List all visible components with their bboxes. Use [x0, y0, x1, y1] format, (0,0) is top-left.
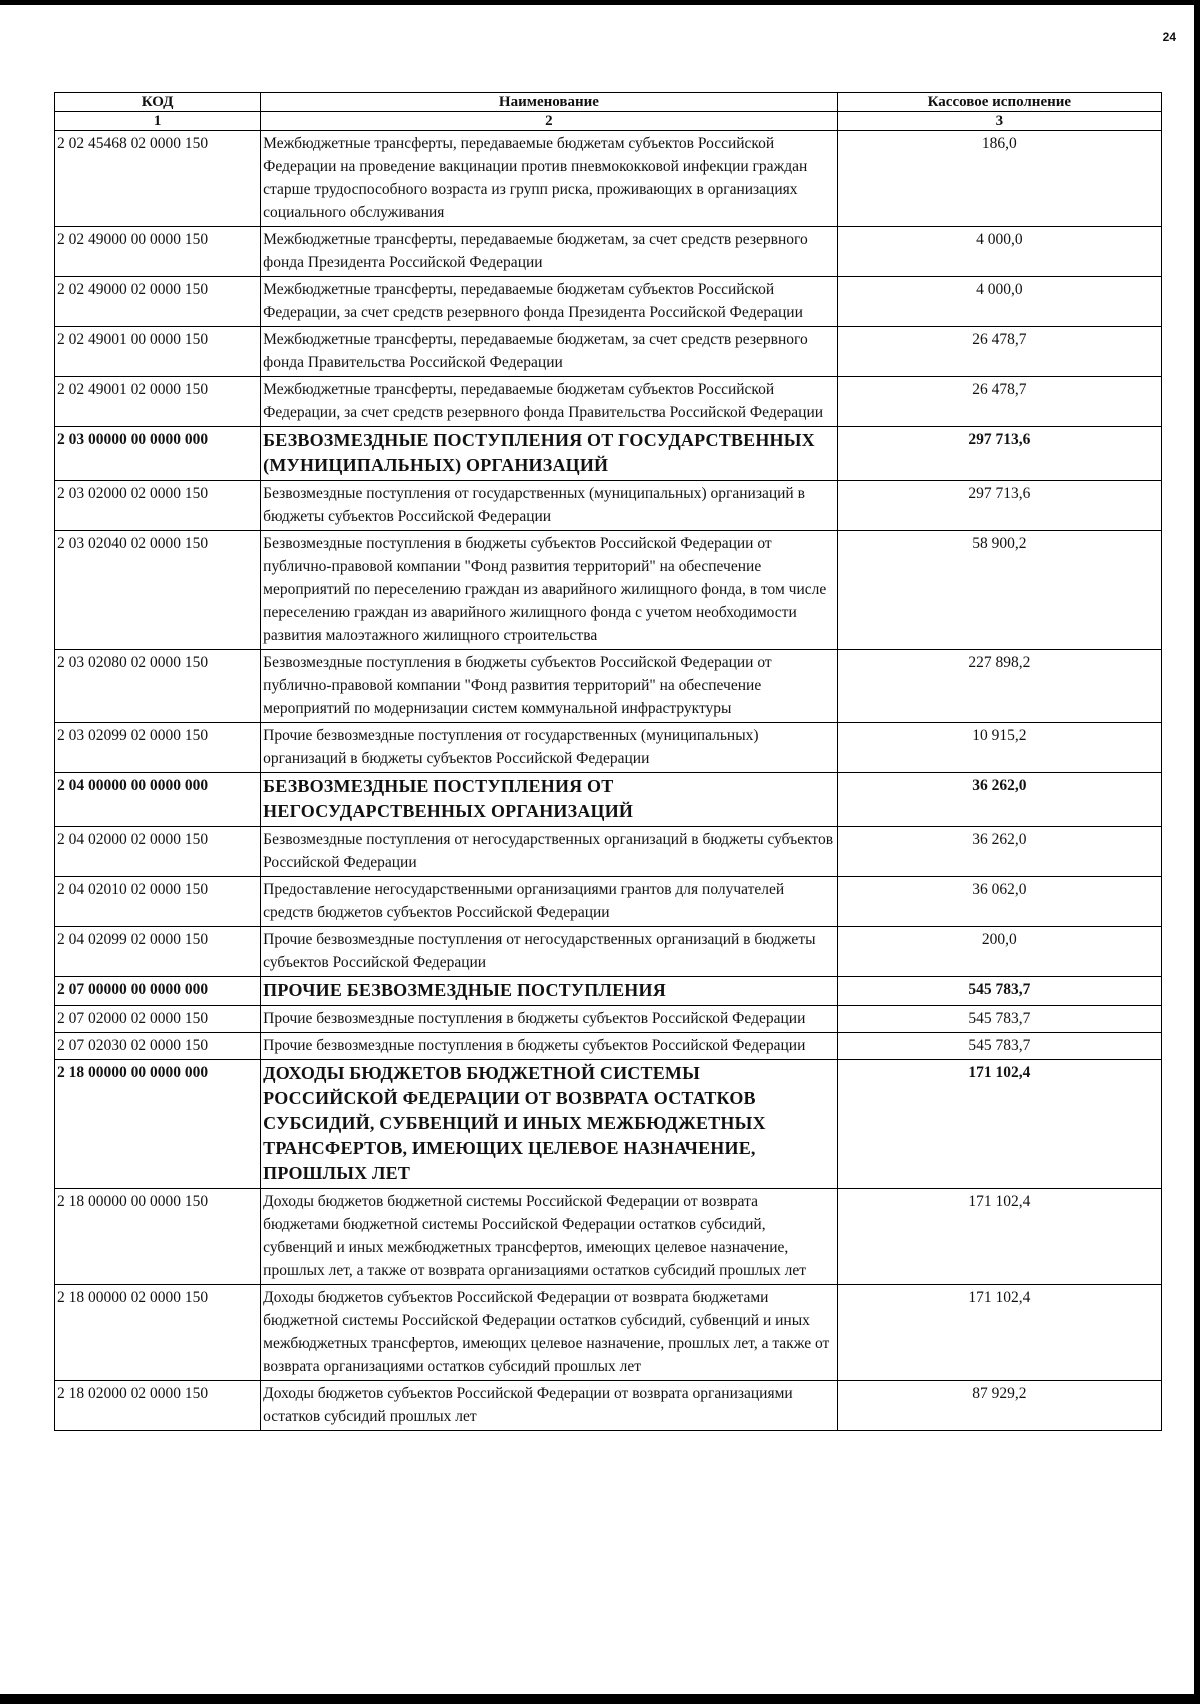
row-amount: 4 000,0: [837, 227, 1161, 277]
row-code: 2 07 00000 00 0000 000: [55, 977, 261, 1006]
row-code: 2 02 45468 02 0000 150: [55, 131, 261, 227]
row-name: Прочие безвозмездные поступления в бюджеты субъектов Российской Федерации: [261, 1033, 838, 1060]
row-name: Безвозмездные поступления в бюджеты субъектов Российской Федерации от публично-правовой компании "Фонд развития территорий" на обеспечение мероприятий по модернизации систем коммунальной инфраструктуры: [261, 650, 838, 723]
column-number-2: 2: [261, 112, 838, 131]
row-code: 2 18 00000 02 0000 150: [55, 1285, 261, 1381]
header-name: Наименование: [261, 93, 838, 112]
row-code: 2 03 02080 02 0000 150: [55, 650, 261, 723]
row-name: Доходы бюджетов бюджетной системы Российской Федерации от возврата бюджетами бюджетной системы Российской Федерации остатков субсидий, субвенций и иных межбюджетных трансфертов, имеющих целевое назначение, прошлых лет, а также от возврата организациями остатков субсидий прошлых лет: [261, 1189, 838, 1285]
row-code: 2 18 00000 00 0000 000: [55, 1060, 261, 1189]
row-amount: 4 000,0: [837, 277, 1161, 327]
table-row: [55, 277, 1162, 327]
table-row: [55, 1060, 1162, 1189]
row-amount: 545 783,7: [837, 977, 1161, 1006]
row-code: 2 03 00000 00 0000 000: [55, 427, 261, 481]
scan-border-top: [0, 0, 1200, 5]
row-code: 2 07 02000 02 0000 150: [55, 1006, 261, 1033]
row-code: 2 18 00000 00 0000 150: [55, 1189, 261, 1285]
row-amount: 58 900,2: [837, 531, 1161, 650]
row-code: 2 18 02000 02 0000 150: [55, 1381, 261, 1431]
table-row: [55, 227, 1162, 277]
row-code: 2 04 00000 00 0000 000: [55, 773, 261, 827]
row-amount: 200,0: [837, 927, 1161, 977]
row-code: 2 03 02040 02 0000 150: [55, 531, 261, 650]
table-row: [55, 531, 1162, 650]
row-amount: 36 062,0: [837, 877, 1161, 927]
table-row: [55, 377, 1162, 427]
row-name: Прочие безвозмездные поступления от государственных (муниципальных) организаций в бюджеты субъектов Российской Федерации: [261, 723, 838, 773]
scan-border-bottom: [0, 1694, 1200, 1704]
row-name: БЕЗВОЗМЕЗДНЫЕ ПОСТУПЛЕНИЯ ОТ ГОСУДАРСТВЕННЫХ (МУНИЦИПАЛЬНЫХ) ОРГАНИЗАЦИЙ: [261, 427, 838, 481]
row-amount: 297 713,6: [837, 481, 1161, 531]
row-amount: 36 262,0: [837, 773, 1161, 827]
row-amount: 545 783,7: [837, 1006, 1161, 1033]
scan-border-right: [1194, 0, 1200, 1704]
row-name: Предоставление негосударственными организациями грантов для получателей средств бюджетов субъектов Российской Федерации: [261, 877, 838, 927]
row-amount: 171 102,4: [837, 1285, 1161, 1381]
row-amount: 186,0: [837, 131, 1161, 227]
row-name: Доходы бюджетов субъектов Российской Федерации от возврата бюджетами бюджетной системы Российской Федерации остатков субсидий, субвенций и иных межбюджетных трансфертов, имеющих целевое назначение, прошлых лет, а также от возврата организациями остатков субсидий прошлых лет: [261, 1285, 838, 1381]
table-row: [55, 773, 1162, 827]
table-row: [55, 827, 1162, 877]
table-row: [55, 327, 1162, 377]
table-row: [55, 1285, 1162, 1381]
page-number: 24: [1162, 30, 1176, 44]
table-row: [55, 650, 1162, 723]
row-amount: 297 713,6: [837, 427, 1161, 481]
table-header-row: [55, 93, 1162, 112]
budget-revenue-table: [54, 92, 1162, 1431]
header-amount: Кассовое исполнение: [837, 93, 1161, 112]
row-name: ПРОЧИЕ БЕЗВОЗМЕЗДНЫЕ ПОСТУПЛЕНИЯ: [261, 977, 838, 1006]
row-amount: 227 898,2: [837, 650, 1161, 723]
row-name: Прочие безвозмездные поступления от негосударственных организаций в бюджеты субъектов Российской Федерации: [261, 927, 838, 977]
row-name: Прочие безвозмездные поступления в бюджеты субъектов Российской Федерации: [261, 1006, 838, 1033]
column-number-row: [55, 112, 1162, 131]
row-code: 2 02 49001 00 0000 150: [55, 327, 261, 377]
header-code: КОД: [55, 93, 261, 112]
table-row: [55, 927, 1162, 977]
row-code: 2 02 49001 02 0000 150: [55, 377, 261, 427]
row-code: 2 03 02099 02 0000 150: [55, 723, 261, 773]
column-number-3: 3: [837, 112, 1161, 131]
table-row: [55, 427, 1162, 481]
row-amount: 87 929,2: [837, 1381, 1161, 1431]
table-row: [55, 1381, 1162, 1431]
table-row: [55, 977, 1162, 1006]
row-code: 2 02 49000 00 0000 150: [55, 227, 261, 277]
row-name: Безвозмездные поступления в бюджеты субъектов Российской Федерации от публично-правовой компании "Фонд развития территорий" на обеспечение мероприятий по переселению граждан из аварийного жилищного фонда, в том числе переселению граждан из аварийного жилищного фонда с учетом необходимости развития малоэтажного жилищного строительства: [261, 531, 838, 650]
row-amount: 10 915,2: [837, 723, 1161, 773]
row-amount: 545 783,7: [837, 1033, 1161, 1060]
row-code: 2 03 02000 02 0000 150: [55, 481, 261, 531]
row-code: 2 04 02000 02 0000 150: [55, 827, 261, 877]
row-name: Межбюджетные трансферты, передаваемые бюджетам субъектов Российской Федерации, за счет средств резервного фонда Президента Российской Федерации: [261, 277, 838, 327]
row-name: Безвозмездные поступления от государственных (муниципальных) организаций в бюджеты субъектов Российской Федерации: [261, 481, 838, 531]
table-row: [55, 877, 1162, 927]
row-amount: 26 478,7: [837, 327, 1161, 377]
row-amount: 171 102,4: [837, 1060, 1161, 1189]
row-name: БЕЗВОЗМЕЗДНЫЕ ПОСТУПЛЕНИЯ ОТ НЕГОСУДАРСТВЕННЫХ ОРГАНИЗАЦИЙ: [261, 773, 838, 827]
row-name: Безвозмездные поступления от негосударственных организаций в бюджеты субъектов Российской Федерации: [261, 827, 838, 877]
row-name: Межбюджетные трансферты, передаваемые бюджетам, за счет средств резервного фонда Президента Российской Федерации: [261, 227, 838, 277]
column-number-1: 1: [55, 112, 261, 131]
table-row: [55, 1189, 1162, 1285]
row-amount: 171 102,4: [837, 1189, 1161, 1285]
table-row: [55, 1033, 1162, 1060]
table-row: [55, 481, 1162, 531]
row-code: 2 07 02030 02 0000 150: [55, 1033, 261, 1060]
row-name: Доходы бюджетов субъектов Российской Федерации от возврата организациями остатков субсидий прошлых лет: [261, 1381, 838, 1431]
row-code: 2 02 49000 02 0000 150: [55, 277, 261, 327]
table-row: [55, 1006, 1162, 1033]
table-row: [55, 723, 1162, 773]
table-body: [55, 131, 1162, 1431]
row-name: ДОХОДЫ БЮДЖЕТОВ БЮДЖЕТНОЙ СИСТЕМЫ РОССИЙСКОЙ ФЕДЕРАЦИИ ОТ ВОЗВРАТА ОСТАТКОВ СУБСИДИЙ, СУБВЕНЦИЙ И ИНЫХ МЕЖБЮДЖЕТНЫХ ТРАНСФЕРТОВ, ИМЕЮЩИХ ЦЕЛЕВОЕ НАЗНАЧЕНИЕ, ПРОШЛЫХ ЛЕТ: [261, 1060, 838, 1189]
row-code: 2 04 02010 02 0000 150: [55, 877, 261, 927]
row-amount: 36 262,0: [837, 827, 1161, 877]
row-name: Межбюджетные трансферты, передаваемые бюджетам субъектов Российской Федерации, за счет средств резервного фонда Правительства Российской Федерации: [261, 377, 838, 427]
row-name: Межбюджетные трансферты, передаваемые бюджетам, за счет средств резервного фонда Правительства Российской Федерации: [261, 327, 838, 377]
row-code: 2 04 02099 02 0000 150: [55, 927, 261, 977]
row-amount: 26 478,7: [837, 377, 1161, 427]
row-name: Межбюджетные трансферты, передаваемые бюджетам субъектов Российской Федерации на проведение вакцинации против пневмококковой инфекции граждан старше трудоспособного возраста из групп риска, проживающих в организациях социального обслуживания: [261, 131, 838, 227]
table-row: [55, 131, 1162, 227]
